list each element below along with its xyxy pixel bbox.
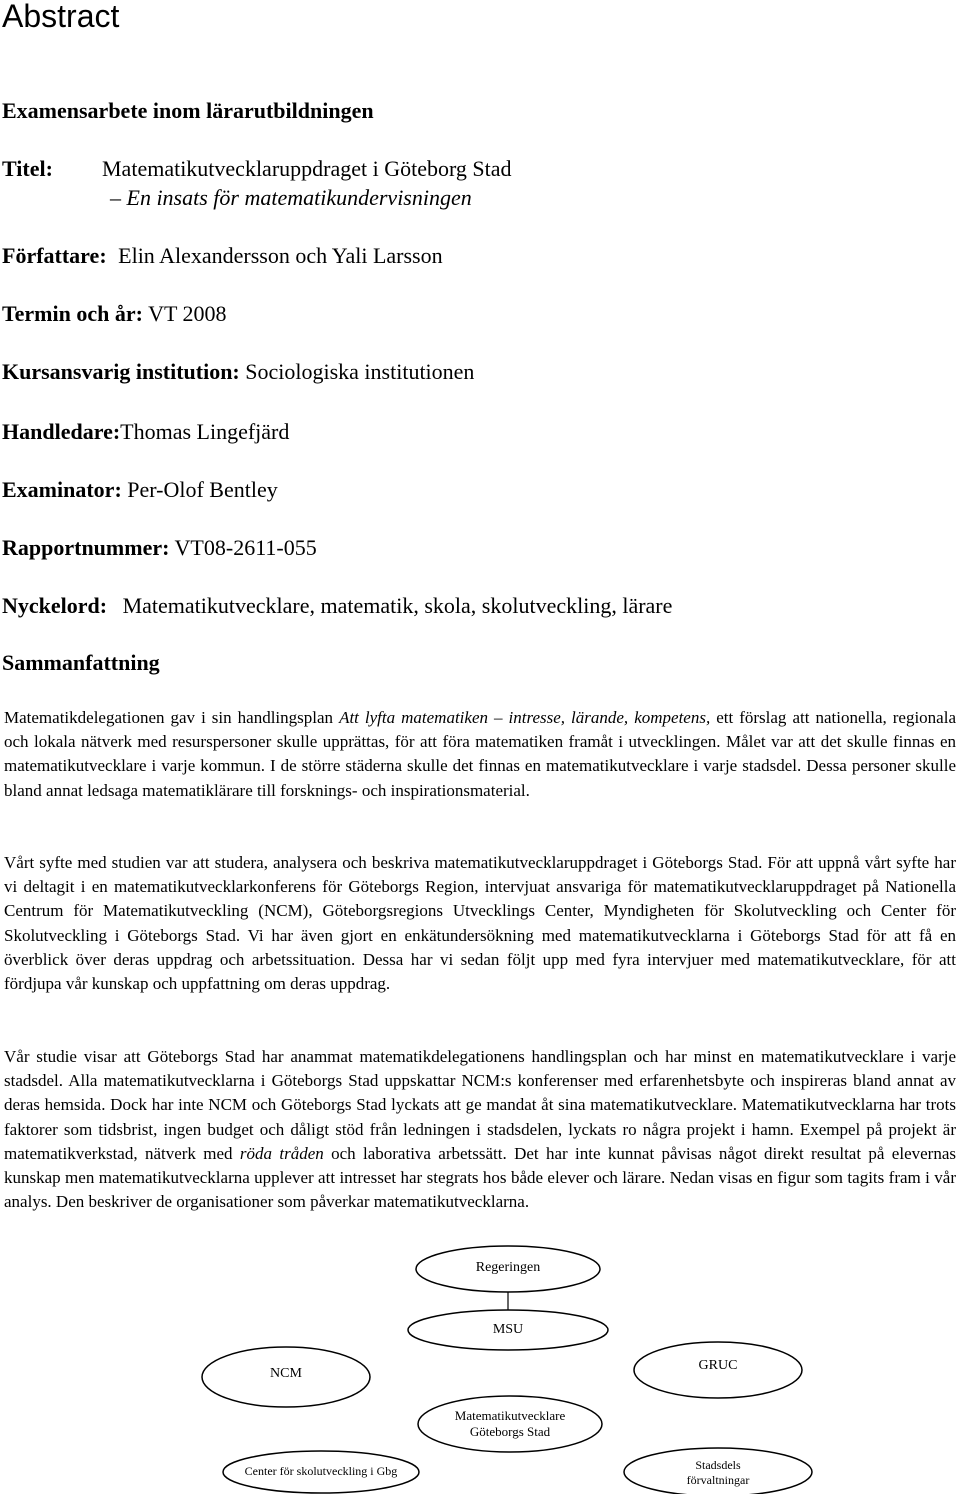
termin-value: VT 2008	[148, 301, 227, 326]
p1-text-b: ett förslag att nationella, regionala och lokala nätverk med resurspersoner skulle upprättas, för att föra matematiken framåt i utvecklingen. Målet var att det skulle finnas en matematikutvecklare i varje kommun. I de större städerna skulle det finnas en matematikutvecklare i varje stadsdel. Dessa personer skulle bland annat ledsaga matematiklärare till forsknings- och inspirationsmaterial.	[4, 708, 956, 800]
document-subheading: Examensarbete inom lärarutbildningen	[2, 98, 374, 123]
forfattare-label: Författare:	[2, 243, 107, 268]
nyckelord-label: Nyckelord:	[2, 593, 108, 618]
organisation-diagram-shapes	[0, 1240, 960, 1494]
summary-heading: Sammanfattning	[2, 650, 160, 675]
summary-paragraph-2: Vårt syfte med studien var att studera, analysera och beskriva matematikutvecklaruppdraget i Göteborgs Stad. För att uppnå vårt syfte har vi deltagit i en matematikutvecklarkonferens för Göteborgs Region, intervjuat ansvariga för matematikutvecklaruppdraget på Nationella Centrum för Matematikutveckling (NCM), Göteborgsregions Utvecklings Center, Myndigheten för Skolutveckling och Center för Skolutveckling i Göteborgs Stad. Vi har även gjort en enkätundersökning med matematikutvecklarna i Göteborgs Stad för att få en överblick över deras uppdrag och arbetssituation. Dessa har vi sedan följt upp med fyra intervjuer med matematikutvecklare, för att fördjupa vår kunskap och uppfattning om deras uppdrag.	[4, 853, 956, 994]
titel-subtitle: – En insats för matematikundervisningen	[110, 185, 472, 210]
titel-label: Titel:	[2, 156, 53, 181]
summary-paragraph-3	[4, 1045, 956, 1214]
titel-value: Matematikutvecklaruppdraget i Göteborg Stad	[102, 156, 512, 181]
matematikutvecklare-label	[430, 1408, 590, 1440]
rapport-label: Rapportnummer:	[2, 535, 170, 560]
rapport-value: VT08-2611-055	[174, 535, 317, 560]
organisation-diagram	[0, 1240, 960, 1494]
examinator-value: Per-Olof Bentley	[127, 477, 278, 502]
rapport-row	[2, 535, 317, 561]
kurs-row	[2, 359, 474, 385]
handledare-value: Thomas Lingefjärd	[120, 419, 290, 444]
kurs-value: Sociologiska institutionen	[245, 359, 475, 384]
ncm-label: NCM	[270, 1366, 302, 1381]
regeringen-label: Regeringen	[475, 1260, 541, 1275]
matematikutvecklare-label-line2: Göteborgs Stad	[469, 1424, 551, 1439]
p3-italic-term: röda tråden	[239, 1143, 324, 1163]
p1-text-a: Matematikdelegationen gav i sin handlingsplan	[4, 708, 340, 727]
examinator-row	[2, 477, 278, 503]
stadsdels-label	[668, 1458, 768, 1488]
gruc-label: GRUC	[698, 1358, 738, 1373]
forfattare-row	[2, 243, 443, 269]
termin-label: Termin och år:	[2, 301, 143, 326]
p1-italic-title: Att lyfta matematiken – intresse, lärande, kompetens,	[339, 708, 711, 727]
p3-text-a: Vår studie visar att Göteborgs Stad har anammat matematikdelegationens handlingsplan och har minst en matematikutvecklare i varje stadsdel. Alla matematikutvecklarna i Göteborgs Stad uppskattar NCM:s konferenser med erfarenhetsbyte och inspireras bland annat av deras hemsida. Dock har inte NCM och Göteborgs Stad lyckats att ge mandat åt sina matematikutvecklare. Matematikutvecklarna har trots faktorer som tidsbrist, ingen budget och dåligt stöd från ledningen i stadsdelen, lyckats ro några projekt i hamn. Exempel på projekt är matematikverkstad, nätverk med	[4, 1047, 956, 1163]
handledare-row	[2, 419, 289, 445]
p3-text-b: och laborativa arbetssätt. Det har inte kunnat påvisas något direkt resultat på elevernas kunskap men matematikutvecklarna upplever att intresset har stegrats hos både elever och lärare. Nedan visas en figur som tagits fram i vår analys. Den beskriver de organisationer som påverkar matematikutvecklarna.	[4, 1143, 956, 1212]
summary-paragraph-1	[4, 706, 956, 803]
msu-label: MSU	[492, 1322, 524, 1337]
stadsdels-label-line2: förvaltningar	[686, 1473, 750, 1487]
matematikutvecklare-label-line1: Matematikutvecklare	[454, 1408, 566, 1423]
center-label: Center för skolutveckling i Gbg	[244, 1464, 398, 1478]
termin-row	[2, 301, 227, 327]
kurs-label: Kursansvarig institution:	[2, 359, 240, 384]
stadsdels-label-line1: Stadsdels	[695, 1458, 741, 1472]
nyckelord-value: Matematikutvecklare, matematik, skola, skolutveckling, lärare	[122, 593, 673, 618]
examinator-label: Examinator:	[2, 477, 122, 502]
page-heading: Abstract	[2, 0, 120, 34]
nyckelord-row	[2, 593, 672, 619]
forfattare-value: Elin Alexandersson och Yali Larsson	[118, 243, 443, 268]
handledare-label: Handledare:	[2, 419, 121, 444]
